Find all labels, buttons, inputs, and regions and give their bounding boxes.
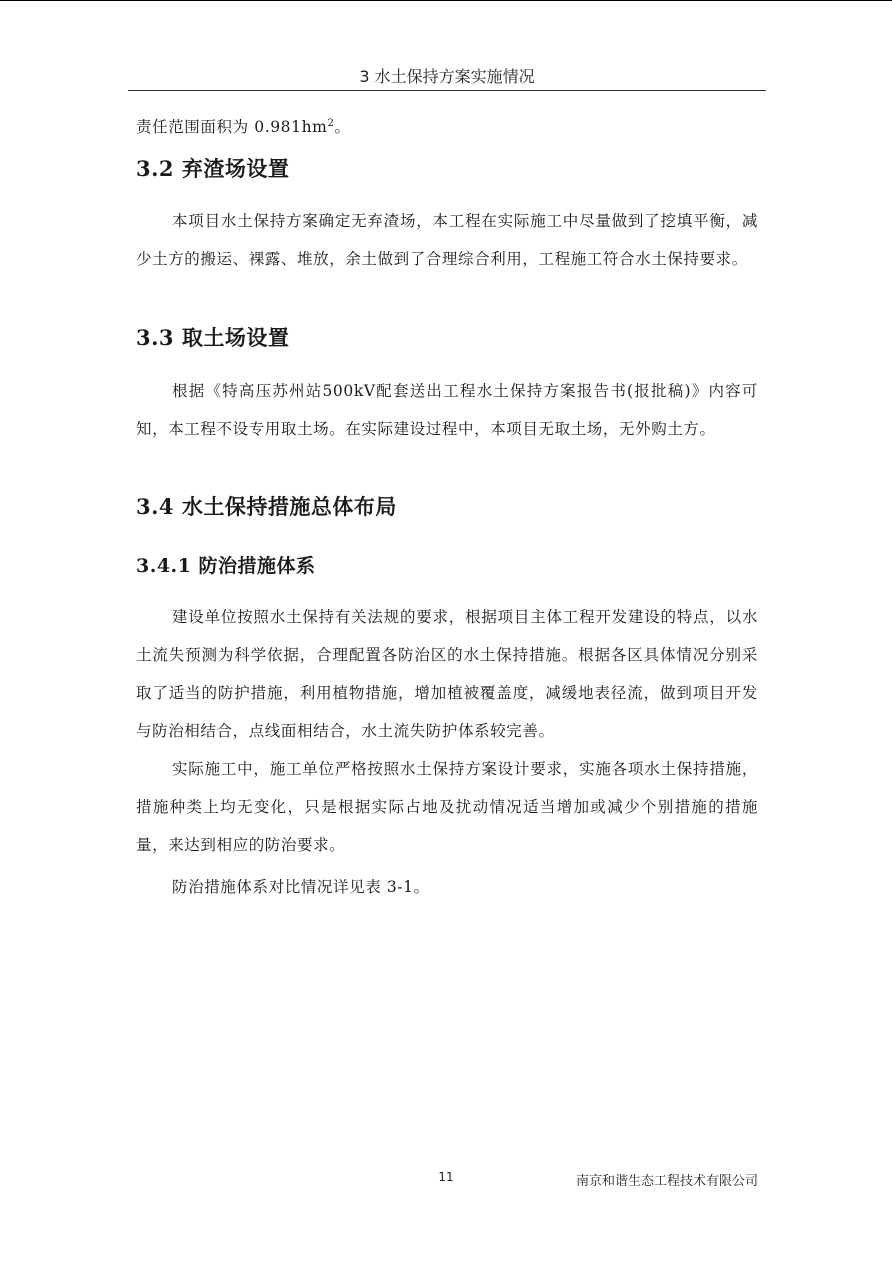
section-3-4-heading: 3.4 水土保持措施总体布局 (136, 494, 397, 519)
section-3-3-heading: 3.3 取土场设置 (136, 325, 290, 350)
section-3-2-heading-block (136, 155, 758, 183)
section-3-3-body (136, 372, 758, 448)
area-superscript: 2 (327, 117, 335, 129)
intro-text-end: 。 (334, 118, 351, 136)
intro-text: 责任范围面积为 0.981hm (136, 118, 328, 136)
intro-paragraph (136, 108, 758, 146)
running-header: 3 水土保持方案实施情况 (359, 67, 535, 86)
section-3-2-heading: 3.2 弃渣场设置 (136, 156, 290, 181)
section-3-4-1-paragraph-1: 建设单位按照水土保持有关法规的要求，根据项目主体工程开发建设的特点，以水土流失预测为科学依据，合理配置各防治区的水土保持措施。根据各区具体情况分别采取了适当的防护措施，利用植物措施，增加植被覆盖度，减缓地表径流，做到项目开发与防治相结合，点线面相结合，水土流失防护体系较完善。 (136, 608, 758, 740)
section-3-4-1-body (136, 598, 758, 906)
section-3-4-heading-block (136, 493, 758, 521)
section-3-4-1-heading: 3.4.1 防治措施体系 (136, 555, 316, 577)
footer-company-name: 南京和谐生态工程技术有限公司 (575, 1174, 758, 1189)
header-rule (128, 90, 766, 91)
page-top-border (0, 0, 892, 1)
section-3-4-1-paragraph-2: 实际施工中，施工单位严格按照水土保持方案设计要求，实施各项水土保持措施，措施种类上均无变化，只是根据实际占地及扰动情况适当增加或减少个别措施的措施量，来达到相应的防治要求。 (136, 760, 758, 854)
intro-line (136, 108, 758, 146)
section-3-4-1-heading-block (136, 553, 758, 579)
page-number: 11 (438, 1170, 454, 1184)
section-3-2-body (136, 202, 758, 278)
section-3-3-heading-block (136, 324, 758, 352)
section-3-4-1-paragraph-3: 防治措施体系对比情况详见表 3-1。 (172, 878, 430, 896)
section-3-2-paragraph: 本项目水土保持方案确定无弃渣场，本工程在实际施工中尽量做到了挖填平衡，减少土方的搬运、裸露、堆放，余土做到了合理综合利用，工程施工符合水土保持要求。 (136, 212, 758, 268)
section-3-3-paragraph: 根据《特高压苏州站500kV配套送出工程水土保持方案报告书(报批稿)》内容可知，本工程不设专用取土场。在实际建设过程中，本项目无取土场，无外购土方。 (136, 382, 758, 438)
